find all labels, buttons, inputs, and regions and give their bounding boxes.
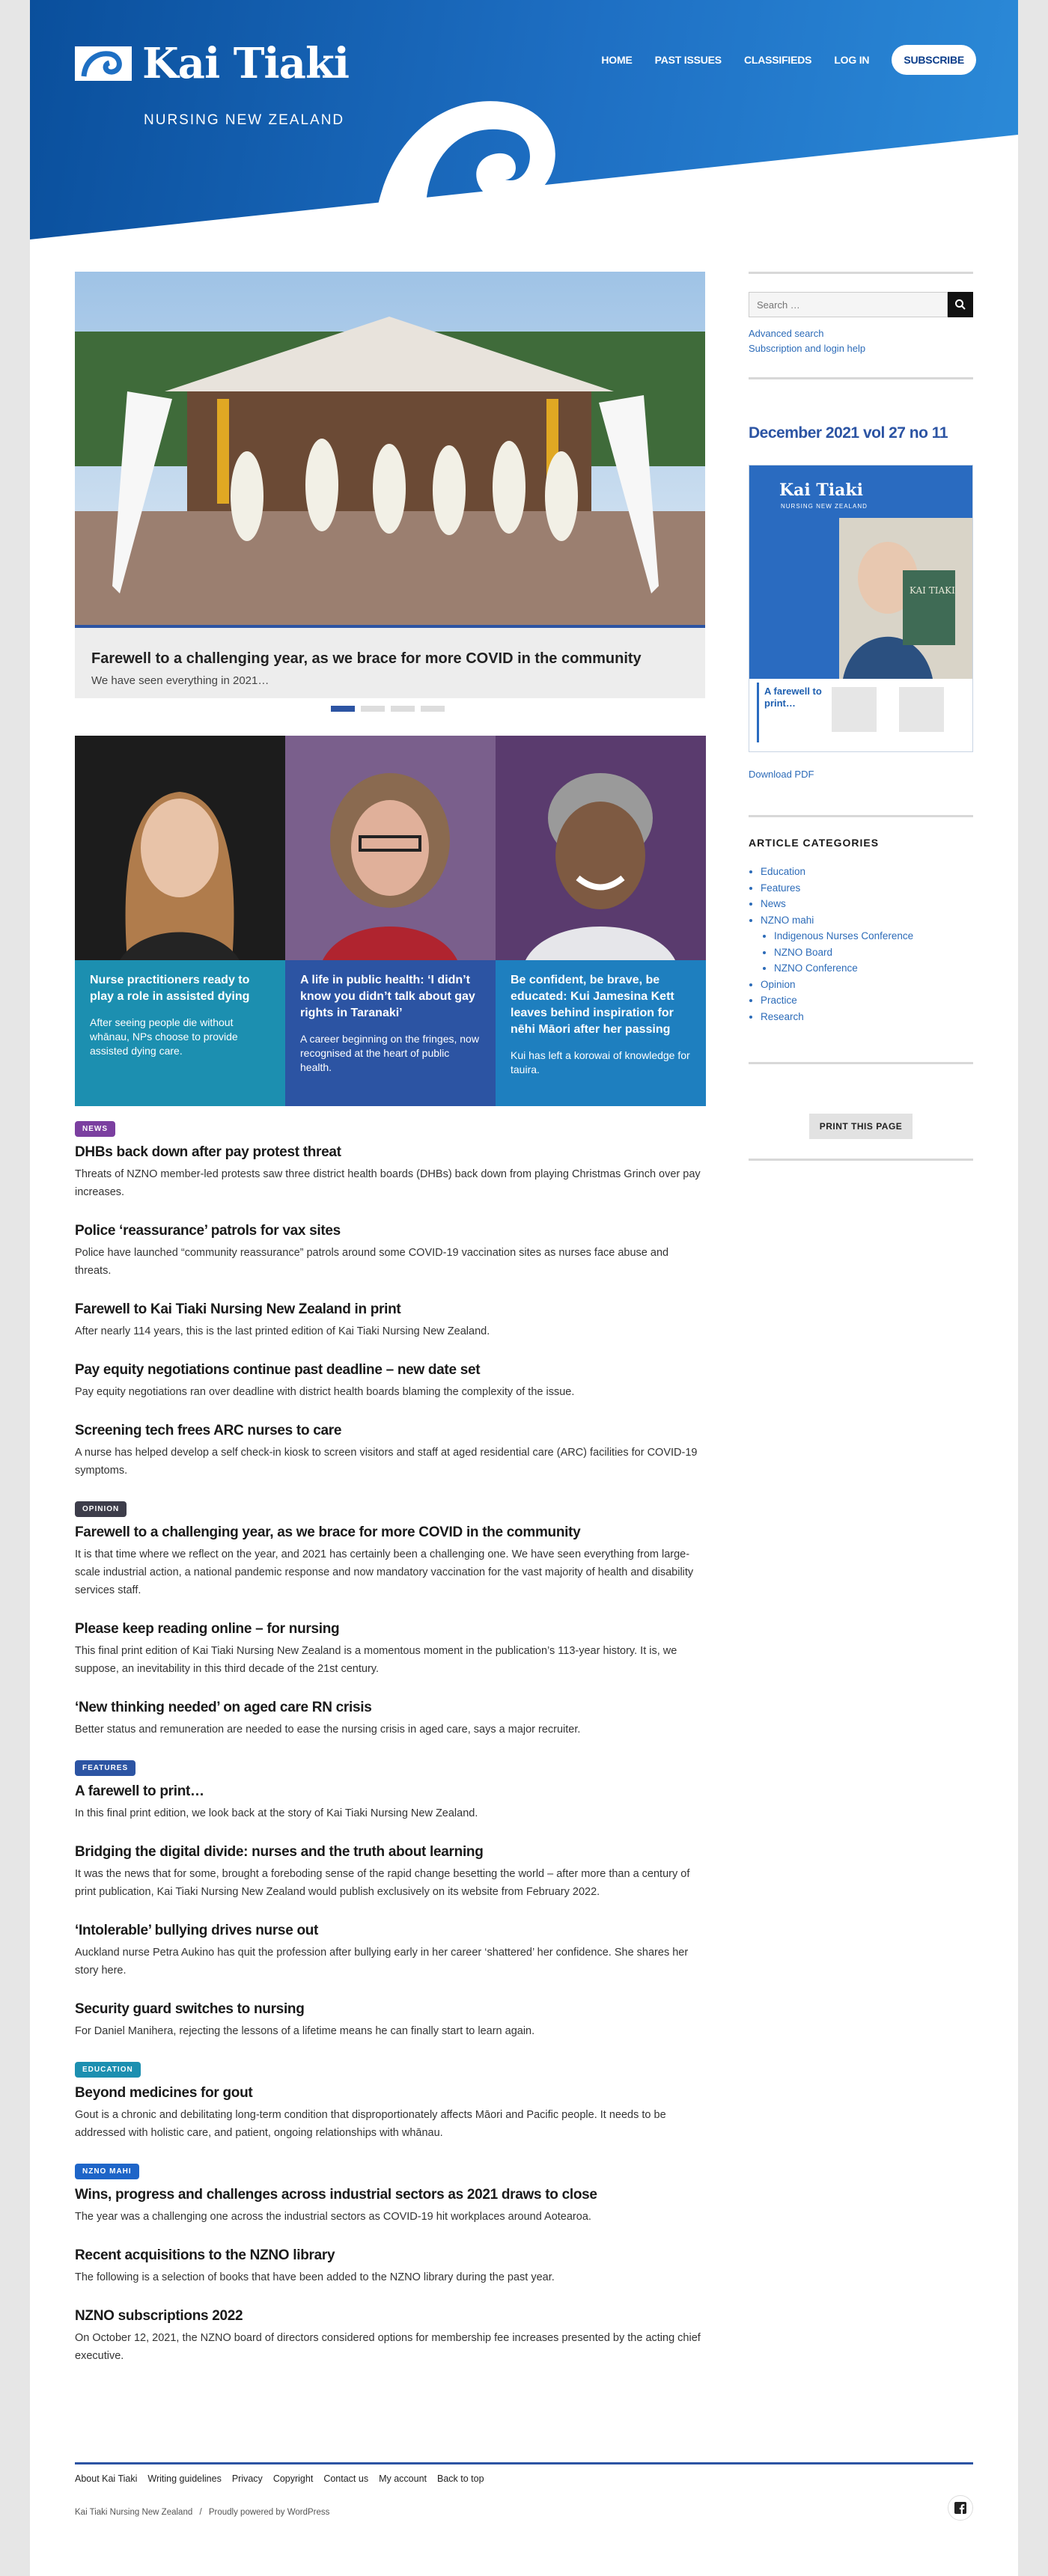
article-excerpt: For Daniel Manihera, rejecting the lessons of a lifetime means he can finally start to learn again. [75,2025,535,2037]
list-item [75,2062,705,2142]
list-item [75,1301,705,1340]
footer-nav [75,2473,973,2484]
subcategory-link[interactable]: NZNO Board [774,946,833,958]
logo-mark-icon[interactable] [75,46,132,81]
article-excerpt: It is that time where we reflect on the year, and 2021 has certainly been a challenging one. We have seen everything from large-scale industrial action, a national pandemic response and now mandatory vaccination for the vast majority of health and disability services staff. [75,1548,694,1596]
feature-text: After seeing people die without whānau, NPs choose to provide assisted dying care. [90,1016,238,1057]
category-link[interactable]: Opinion [761,978,796,990]
category-tag[interactable]: EDUCATION [75,2062,141,2078]
article-excerpt: Police have launched “community reassurance” patrols around some COVID-19 vaccination sites as nurses face abuse and threats. [75,1247,669,1277]
article-excerpt: In this final print edition, we look back at the story of Kai Tiaki Nursing New Zealand. [75,1807,478,1819]
download-pdf-link[interactable]: Download PDF [749,769,814,780]
nav-past-issues[interactable]: PAST ISSUES [654,54,722,66]
slider-dot[interactable] [331,706,355,712]
categories-title: ARTICLE CATEGORIES [749,837,880,849]
feature-cards [75,736,705,1106]
facebook-link[interactable] [948,2495,973,2521]
cover-book-title: KAI TIAKI [910,585,955,596]
sidebar [749,272,973,1161]
facebook-icon [954,2502,966,2514]
article-excerpt: After nearly 114 years, this is the last printed edition of Kai Tiaki Nursing New Zealand. [75,1325,490,1337]
feature-box [496,960,706,1106]
issue-title[interactable]: December 2021 vol 27 no 11 [749,424,948,442]
footer-link[interactable]: About Kai Tiaki [75,2473,138,2484]
article-title[interactable]: A farewell to print… [75,1783,204,1799]
article-excerpt: It was the news that for some, brought a foreboding sense of the rapid change besetting the world – after more than a century of print publication, Kai Tiaki Nursing New Zealand would publish exclusively on its website from February 2022. [75,1868,690,1898]
article-excerpt: Gout is a chronic and debilitating long-term condition that disproportionately affects Māori and Pacific people. It needs to be addressed with holistic care, and patient, ongoing relationships with whānau. [75,2109,666,2139]
article-title[interactable]: ‘New thinking needed’ on aged care RN crisis [75,1700,372,1715]
main-content [75,272,705,2362]
article-title[interactable]: Recent acquisitions to the NZNO library [75,2247,335,2263]
feature-title[interactable]: A life in public health: ‘I didn’t know you didn’t talk about gay rights in Taranaki’ [300,974,475,1019]
article-title[interactable]: Farewell to Kai Tiaki Nursing New Zealand in print [75,1301,401,1317]
list-item [75,2001,705,2040]
list-item [75,1121,705,1201]
slider-dot[interactable] [421,706,445,712]
feature-text: Kui has left a korowai of knowledge for tauira. [511,1049,690,1075]
issue-cover[interactable] [749,465,973,752]
article-excerpt: Pay equity negotiations ran over deadline with district health boards blaming the complexity of the issue. [75,1386,575,1398]
category-link[interactable]: Features [761,882,801,894]
category-link[interactable]: Education [761,866,806,877]
category-tag[interactable]: NZNO MAHI [75,2164,139,2179]
slider-dots [331,706,705,712]
advanced-search-link[interactable]: Advanced search [749,328,824,339]
article-excerpt: Better status and remuneration are needed to ease the nursing crisis in aged care, says a major recruiter. [75,1724,581,1736]
search-form [749,292,973,317]
article-excerpt: This final print edition of Kai Tiaki Nursing New Zealand is a momentous moment in the publication’s 113-year history. It is, we suppose, an inevitability in this third decade of the 21st century. [75,1645,677,1675]
divider [749,815,973,817]
feature-box [285,960,496,1106]
article-title[interactable]: Farewell to a challenging year, as we brace for more COVID in the community [75,1524,581,1540]
list-item [75,2308,705,2365]
article-excerpt: The year was a challenging one across the industrial sectors as COVID-19 hit workplaces around Aotearoa. [75,2211,591,2223]
list-item [75,1423,705,1480]
article-title[interactable]: Beyond medicines for gout [75,2085,253,2101]
feature-card[interactable] [75,736,285,1106]
list-item [75,1621,705,1678]
slide-title[interactable]: Farewell to a challenging year, as we brace for more COVID in the community [91,650,642,667]
help-link[interactable]: Subscription and login help [749,343,866,354]
page-frame [30,0,1018,2576]
list-item [75,1362,705,1401]
list-item [75,1700,705,1739]
nav-classifieds[interactable]: CLASSIFIEDS [743,54,812,66]
feature-photo[interactable] [75,736,285,960]
separator: / [199,2508,202,2517]
category-link[interactable]: Research [761,1010,804,1022]
article-title[interactable]: Security guard switches to nursing [75,2001,305,2017]
search-icon [954,299,966,311]
footer-link[interactable]: Back to top [437,2473,484,2484]
divider [749,377,973,379]
divider [749,1062,973,1064]
footer-link[interactable]: My account [379,2473,427,2484]
article-title[interactable]: Pay equity negotiations continue past deadline – new date set [75,1362,481,1378]
logo-subtitle: NURSING NEW ZEALAND [144,112,345,128]
feature-photo[interactable] [285,736,496,960]
article-excerpt: The following is a selection of books that have been added to the NZNO library during the past year. [75,2271,555,2283]
category-tag[interactable]: NEWS [75,1121,115,1137]
slide-caption [75,628,705,698]
footer-link[interactable]: Writing guidelines [147,2473,222,2484]
slide-excerpt: We have seen everything in 2021… [91,674,269,687]
list-item [75,1501,705,1599]
cover-masthead: Kai Tiaki [779,480,863,500]
subcategory-link[interactable]: Indigenous Nurses Conference [774,930,914,941]
list-item [75,1923,705,1980]
nav-subscribe-button[interactable]: SUBSCRIBE [892,45,976,75]
slider-dot[interactable] [391,706,415,712]
koru-wave-icon [359,75,569,239]
footer-divider [75,2462,973,2464]
feature-card[interactable] [496,736,706,1106]
divider [749,1159,973,1161]
featured-slider[interactable] [75,272,705,698]
cover-headline: A farewell to print… [764,686,822,709]
feature-photo[interactable] [496,736,706,960]
category-link[interactable]: Practice [761,995,797,1006]
feature-title[interactable]: Nurse practitioners ready to play a role in assisted dying [90,974,250,1003]
article-title[interactable]: NZNO subscriptions 2022 [75,2308,243,2324]
list-item [75,1223,705,1280]
feature-card[interactable] [285,736,496,1106]
divider [749,272,973,274]
footer-link[interactable]: Contact us [323,2473,369,2484]
category-link[interactable]: NZNO mahi [761,914,814,926]
article-excerpt: Threats of NZNO member-led protests saw three district health boards (DHBs) back down from playing Christmas Grinch over pay increases. [75,1168,701,1198]
slider-dot[interactable] [361,706,385,712]
powered-by-link[interactable]: Proudly powered by WordPress [208,2508,330,2517]
site-header [30,0,1018,239]
article-excerpt: Auckland nurse Petra Aukino has quit the profession after bullying early in her career ‘shattered’ her confidence. She shares her story here. [75,1947,689,1977]
footer-link[interactable]: Copyright [272,2473,314,2484]
article-title[interactable]: DHBs back down after pay protest threat [75,1144,341,1160]
main-nav [601,45,976,75]
footer-link[interactable]: Privacy [231,2473,263,2484]
site-footer [75,2462,973,2517]
list-item [75,1760,705,1822]
feature-title[interactable]: Be confident, be brave, be educated: Kui Jamesina Kett leaves behind inspiration for nēhi Māori after her passing [511,974,674,1036]
subcategory-link[interactable]: NZNO Conference [774,962,858,974]
article-title[interactable]: Please keep reading online – for nursing [75,1621,340,1637]
feature-text: A career beginning on the fringes, now recognised at the heart of public health. [300,1033,479,1073]
copyright [75,2508,973,2517]
list-item [75,2247,705,2286]
nav-log-in[interactable]: LOG IN [834,54,870,66]
nav-home[interactable]: HOME [601,54,633,66]
category-list [749,864,973,1025]
article-title[interactable]: Screening tech frees ARC nurses to care [75,1423,342,1438]
article-list [75,1121,705,2387]
article-title[interactable]: Wins, progress and challenges across industrial sectors as 2021 draws to close [75,2187,597,2203]
logo-title[interactable]: Kai Tiaki [142,39,350,88]
list-item [75,1844,705,1901]
article-title[interactable]: Bridging the digital divide: nurses and the truth about learning [75,1844,484,1860]
article-excerpt: On October 12, 2021, the NZNO board of directors considered options for membership fee increases presented by the acting chief executive. [75,2332,701,2362]
cover-subtitle: NURSING NEW ZEALAND [781,503,868,510]
site-name-link[interactable]: Kai Tiaki Nursing New Zealand [75,2508,193,2517]
slide-image[interactable] [75,272,705,625]
category-link[interactable]: News [761,898,786,909]
list-item [75,2164,705,2226]
category-tag[interactable]: FEATURES [75,1760,135,1776]
article-excerpt: A nurse has helped develop a self check-in kiosk to screen visitors and staff at aged residential care (ARC) facilities for COVID-19 symptoms. [75,1447,698,1477]
category-tag[interactable]: OPINION [75,1501,127,1517]
feature-box [75,960,285,1106]
search-input[interactable] [749,292,948,317]
search-button[interactable] [948,292,973,317]
article-title[interactable]: Police ‘reassurance’ patrols for vax sites [75,1223,341,1239]
article-title[interactable]: ‘Intolerable’ bullying drives nurse out [75,1923,319,1938]
print-button[interactable]: PRINT THIS PAGE [809,1114,913,1139]
